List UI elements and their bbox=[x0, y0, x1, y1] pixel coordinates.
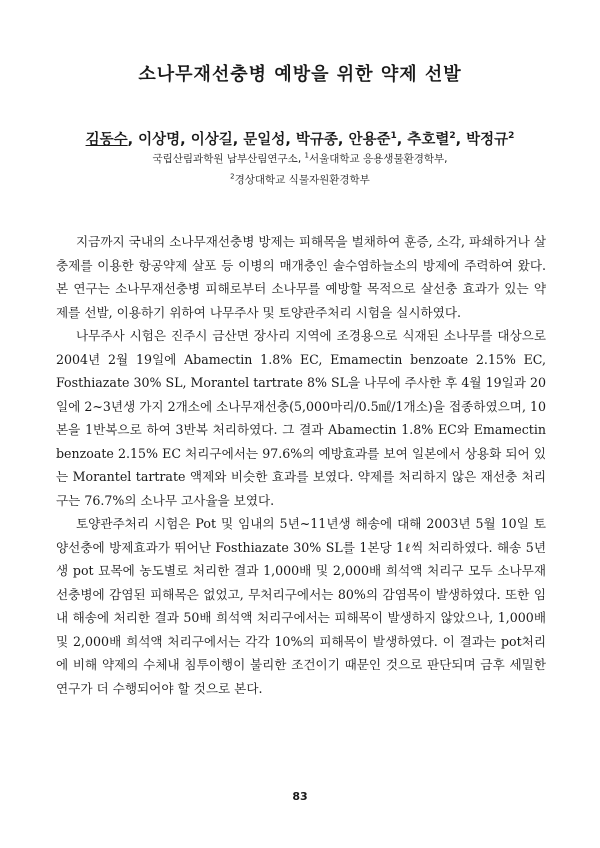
page-number: 83 bbox=[292, 790, 308, 803]
paper-title: 소나무재선충병 예방을 위한 약제 선발 bbox=[138, 64, 462, 85]
affiliation-mark-2: 2 bbox=[449, 131, 456, 142]
affiliation-sup-2: 2 bbox=[230, 172, 235, 181]
author-list bbox=[0, 128, 600, 149]
paragraph-soil-drench: 토양관주처리 시험은 Pot 및 임내의 5년~11년생 해송에 대해 2003년 5월 10일 토양선충에 방제효과가 뛰어난 Fosthiazate 30% SL를 1본당 1ℓ씩 처리하였다. 해송 5년생 pot 묘목에 농도별로 처리한 결과 1,000배 및 2,000배 희석액 처리구 모두 소나무재선충병에 감염된 피해목은 없었고, 무처리구에서는 80%의 감염목이 발생하였다. 또한 임내 해송에 처리한 결과 50배 희석액 처리구에서는 피해목이 발생하지 않았으나, 1,000배 및 2,000배 희석액 처리구에서는 각각 10%의 피해목이 발생하였다. 이 결과는 pot처리에 비해 약제의 수체내 침투이행이 불리한 조건이기 때문인 것으로 판단되며 금후 세밀한 연구가 더 수행되어야 할 것으로 본다. bbox=[56, 516, 546, 696]
affiliation-sup-1: 1 bbox=[304, 151, 309, 160]
affiliation-seoul: 서울대학교 응용생물환경학부, bbox=[308, 153, 448, 165]
affiliation-gyeongsang: 경상대학교 식물자원환경학부 bbox=[234, 174, 370, 186]
author-names: , 이상명, 이상길, 문일성, 박규종, 안용준 bbox=[127, 132, 391, 148]
paragraph-trunk-injection: 나무주사 시험은 진주시 금산면 장사리 지역에 조경용으로 식재된 소나무를 대상으로 2004년 2월 19일에 Abamectin 1.8% EC, Emamectin benzoate 2.15% EC, Fosthiazate 30% SL, Morantel tartrate 8% SL을 나무에 주사한 후 4월 19일과 20일에 2~3년생 가지 2개소에 소나무재선충(5,000마리/0.5㎖/1개소)을 접종하였으며, 10본을 1반복으로 하여 3반복 처리하였다. 그 결과 Abamectin 1.8% EC와 Emamectin benzoate 2.15% EC 처리구에서는 97.6%의 예방효과를 보여 일본에서 상용화 되어 있는 Morantel tartrate 액제와 비슷한 효과를 보였다. 약제를 처리하지 않은 재선충 처리구는 76.7%의 소나무 고사율을 보였다. bbox=[56, 328, 546, 508]
author-names-2: , 추호렬 bbox=[396, 132, 450, 148]
affiliation-mark-1: 1 bbox=[390, 131, 397, 142]
abstract-body bbox=[56, 230, 546, 700]
paragraph-intro: 지금까지 국내의 소나무재선충병 방제는 피해목을 벌채하여 훈증, 소각, 파쇄하거나 살충제를 이용한 항공약제 살포 등 이병의 매개충인 솔수염하늘소의 방제에 주력하여 왔다. 본 연구는 소나무재선충병 피해로부터 소나무를 예방할 목적으로 살선충 효과가 있는 약제를 선발, 이용하기 위하여 나무주사 및 토양관주처리 시험을 실시하였다. bbox=[56, 234, 546, 320]
affiliation-main: 국립산림과학원 남부산림연구소, bbox=[152, 153, 305, 165]
first-author: 김동수 bbox=[85, 132, 128, 148]
affiliation-mark-3: 2 bbox=[508, 131, 515, 142]
affiliation-line-1 bbox=[0, 151, 600, 166]
author-names-3: , 박정규 bbox=[455, 132, 509, 148]
affiliation-line-2 bbox=[0, 172, 600, 187]
